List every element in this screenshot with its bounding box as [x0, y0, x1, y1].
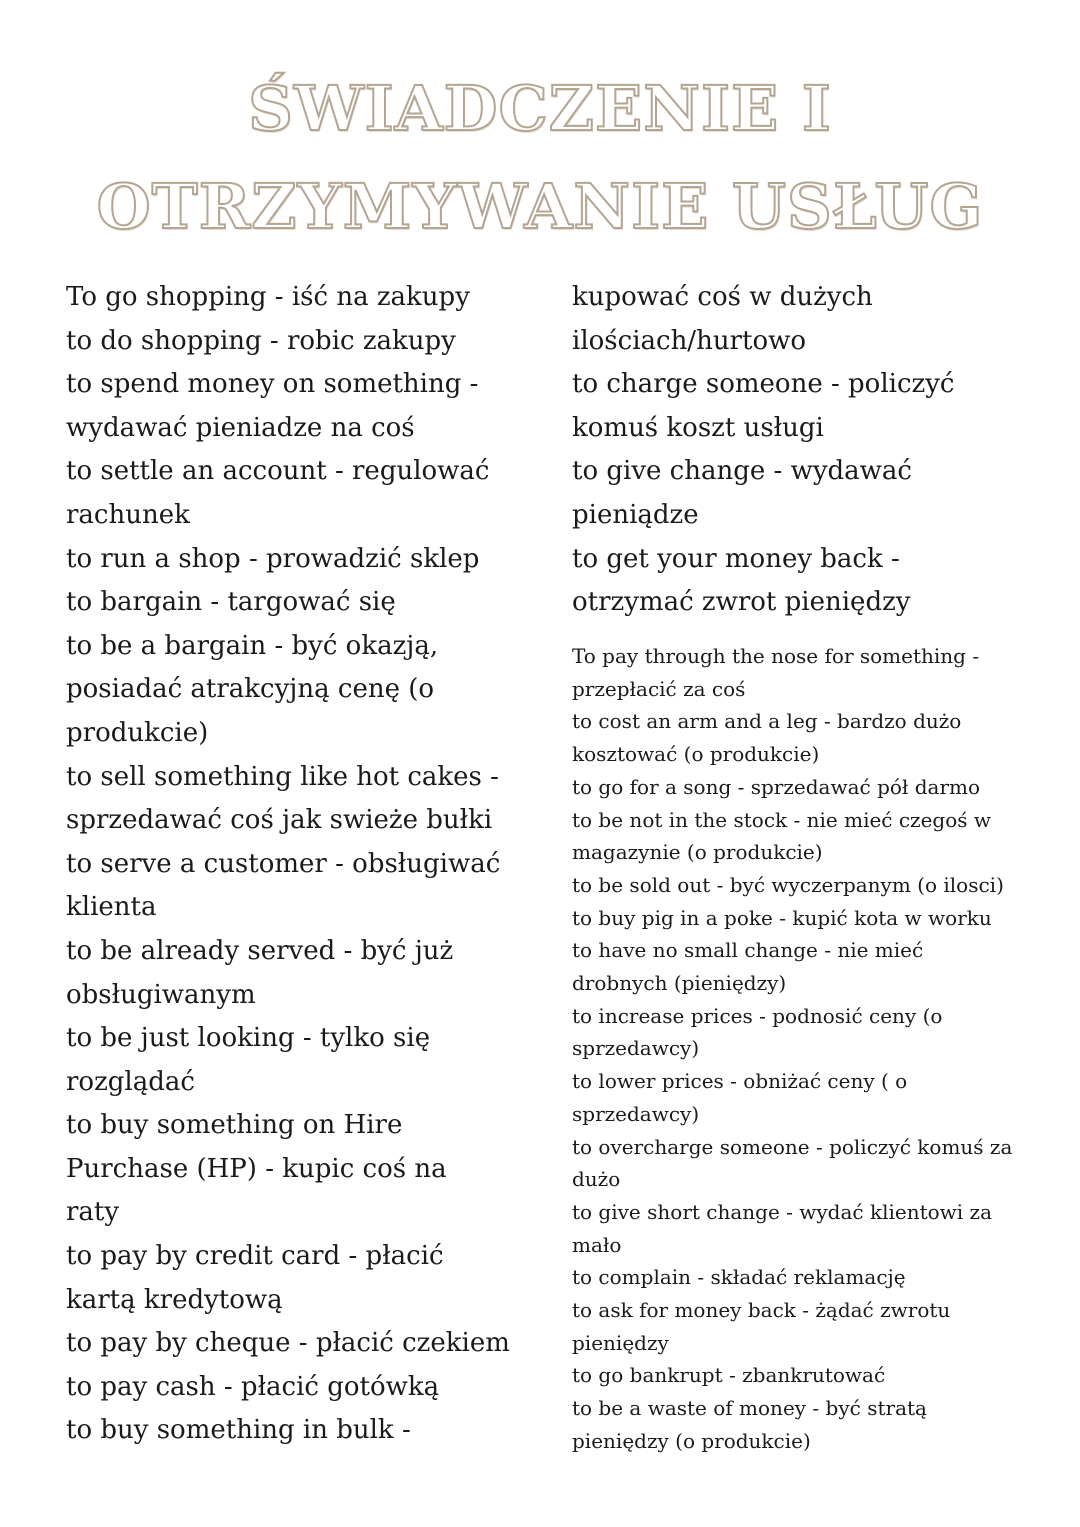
vocab-line: to give short change - wydać klientowi za [572, 1199, 993, 1224]
vocab-line: to sell something like hot cakes - [66, 761, 499, 792]
vocab-line: Purchase (HP) - kupic coś na [66, 1153, 447, 1184]
vocab-line: dużo [572, 1167, 621, 1192]
vocab-line: to be a waste of money - być stratą [572, 1396, 927, 1421]
vocab-line: to charge someone - policzyć [572, 369, 955, 400]
vocab-line: to buy something on Hire [66, 1110, 403, 1141]
vocab-line: sprzedawcy) [572, 1036, 700, 1061]
vocab-line: mało [572, 1232, 622, 1257]
vocab-line: to pay by credit card - płacić [66, 1241, 444, 1272]
vocab-line: to bargain - targować się [66, 587, 396, 618]
vocab-line: To pay through the nose for something - [572, 644, 980, 668]
vocab-line: komuś koszt usługi [572, 412, 824, 443]
vocab-line: to get your money back - [572, 543, 900, 574]
vocab-line: drobnych (pieniędzy) [572, 971, 787, 996]
vocab-column-right-large [572, 276, 1032, 625]
vocab-line: to overcharge someone - policzyć komuś za [572, 1134, 1013, 1159]
vocab-line: to be sold out - być wyczerpanym (o ilosci) [572, 872, 1004, 897]
vocab-line: to have no small change - nie mieć [572, 938, 924, 963]
vocab-line: to lower prices - obniżać ceny ( o [572, 1069, 908, 1094]
vocab-line: klienta [66, 892, 157, 923]
vocab-line: to pay cash - płacić gotówką [66, 1371, 440, 1402]
vocab-line: otrzymać zwrot pieniędzy [572, 587, 911, 618]
vocab-line: kartą kredytową [66, 1284, 283, 1315]
vocab-line: to increase prices - podnosić ceny (o [572, 1003, 943, 1028]
vocab-line: to cost an arm and a leg - bardzo dużo [572, 709, 962, 734]
vocab-line: to be just looking - tylko się [66, 1023, 431, 1054]
vocab-line: posiadać atrakcyjną cenę (o [66, 674, 435, 705]
vocab-line: to ask for money back - żądać zwrotu [572, 1298, 951, 1323]
vocab-column-left [66, 276, 526, 1453]
vocab-line: to complain - składać reklamację [572, 1265, 906, 1290]
vocab-line: raty [66, 1197, 120, 1228]
vocab-line: sprzedawcy) [572, 1101, 700, 1126]
vocab-line: to run a shop - prowadzić sklep [66, 543, 480, 574]
vocab-line: kosztować (o produkcie) [572, 742, 820, 767]
vocab-line: pieniędzy (o produkcie) [572, 1428, 811, 1453]
vocab-line: pieniędzy [572, 1330, 669, 1355]
vocab-line: przepłacić za coś [572, 676, 746, 701]
vocab-line: produkcie) [66, 717, 209, 748]
vocab-line: rachunek [66, 499, 190, 530]
vocab-line: sprzedawać coś jak swieże bułki [66, 805, 493, 836]
vocab-line: kupować coś w dużych [572, 282, 873, 312]
vocab-line: to buy something in bulk - [66, 1415, 411, 1446]
vocab-line: ilościach/hurtowo [572, 325, 806, 356]
vocab-line: to go for a song - sprzedawać pół darmo [572, 774, 981, 799]
vocab-column-right-small [572, 640, 1022, 1458]
vocab-line: to pay by cheque - płacić czekiem [66, 1328, 510, 1359]
vocab-line: to go bankrupt - zbankrutować [572, 1363, 886, 1388]
page-title-line-1: ŚWIADCZENIE I [248, 72, 832, 145]
vocab-line: to be a bargain - być okazją, [66, 630, 439, 661]
vocab-line: rozglądać [66, 1066, 195, 1097]
vocab-line: to do shopping - robic zakupy [66, 325, 456, 356]
vocab-line: magazynie (o produkcie) [572, 840, 823, 865]
vocab-line: obsługiwanym [66, 979, 256, 1010]
vocab-line: pieniądze [572, 499, 699, 530]
page-title-line-2: OTRZYMYWANIE USŁUG [96, 170, 984, 243]
vocab-line: to be already served - być już [66, 935, 454, 966]
vocab-line: wydawać pieniadze na coś [66, 412, 415, 443]
vocab-line: to give change - wydawać [572, 456, 912, 487]
vocab-line: to be not in the stock - nie mieć czegoś w [572, 807, 992, 832]
vocab-line: to settle an account - regulować [66, 456, 490, 487]
vocab-line: to serve a customer - obsługiwać [66, 848, 501, 879]
vocab-line: to buy pig in a poke - kupić kota w worku [572, 905, 992, 930]
vocab-line: To go shopping - iść na zakupy [66, 282, 470, 312]
vocab-line: to spend money on something - [66, 369, 479, 400]
